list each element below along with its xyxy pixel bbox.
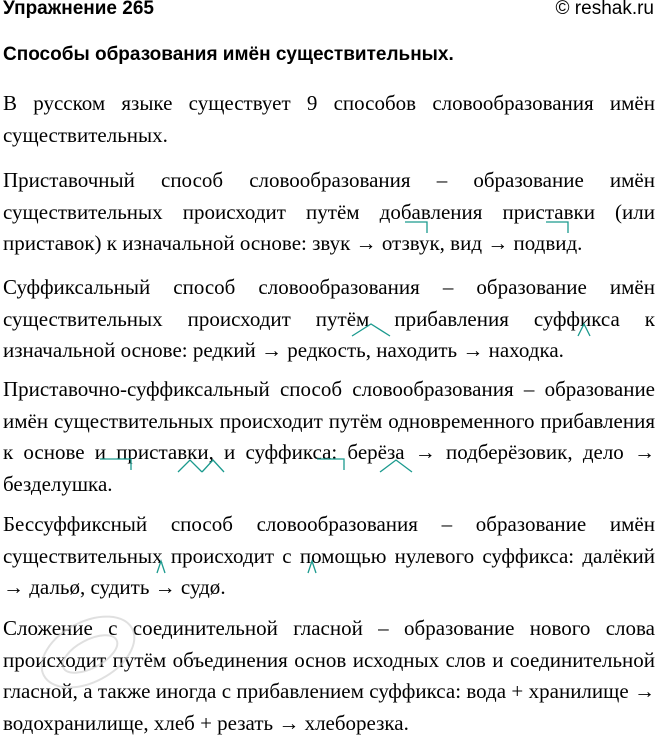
- paragraph-end: .: [220, 575, 226, 599]
- example-word: редкость: [287, 338, 366, 362]
- example-word: судø: [180, 575, 221, 599]
- paragraph-suffix-method: [3, 272, 655, 367]
- paragraph-end: .: [558, 338, 564, 362]
- example-word: отзвук: [381, 231, 440, 255]
- paragraph-intro: В русском языке существует 9 способов словообразования имён существительных.: [3, 91, 655, 147]
- example-word: находка: [488, 338, 559, 362]
- paragraph-text: Приставочно-суффиксальный способ словообразования – образование имён существительных происходит путём одновременного прибавления к основе и приставки, и суффикса: берёза →: [3, 377, 655, 464]
- paragraph-zero-suffix-method: [3, 509, 655, 604]
- section-heading: Способы образования имён существительных.: [3, 44, 454, 65]
- example-word: подберёзовик: [445, 440, 568, 464]
- site-credit[interactable]: © reshak.ru: [555, 0, 654, 19]
- paragraph-text: Бессуффиксный способ словообразования – образование имён существительных происходит с помощью нулевого суффикса: далёкий →: [3, 512, 655, 599]
- paragraph-end: .: [577, 231, 583, 255]
- page-header: [0, 0, 658, 24]
- paragraph-text: Суффиксальный способ словообразования – образование имён существительных происходит путём прибавления суффикса к изначальной основе: редкий →: [3, 275, 655, 362]
- paragraph-prefix-method: [3, 165, 655, 260]
- paragraph-prefix-suffix-method: [3, 374, 655, 500]
- paragraph-compound-method: Сложение с соединительной гласной – образование нового слова происходит путём объединения основ исходных слов и соединительной гласной, а также иногда с прибавлением суффикса: вода + хранилище → водохранилище, хлеб + резать → хлеборезка.: [3, 616, 655, 735]
- separator: , находить →: [365, 338, 489, 362]
- separator: , дело →: [567, 440, 655, 464]
- paragraph-text: Приставочный способ словообразования – образование имён существительных происходит путём добавления приставки (или приставок) к изначальной основе: звук →: [3, 168, 655, 255]
- paragraph-end: .: [107, 471, 113, 496]
- separator: , вид →: [439, 231, 514, 255]
- example-word: дальø: [29, 575, 80, 599]
- example-word: подвид: [513, 231, 578, 255]
- separator: , судить →: [80, 575, 181, 599]
- example-word: безделушка: [3, 471, 108, 496]
- exercise-title: Упражнение 265: [3, 0, 154, 19]
